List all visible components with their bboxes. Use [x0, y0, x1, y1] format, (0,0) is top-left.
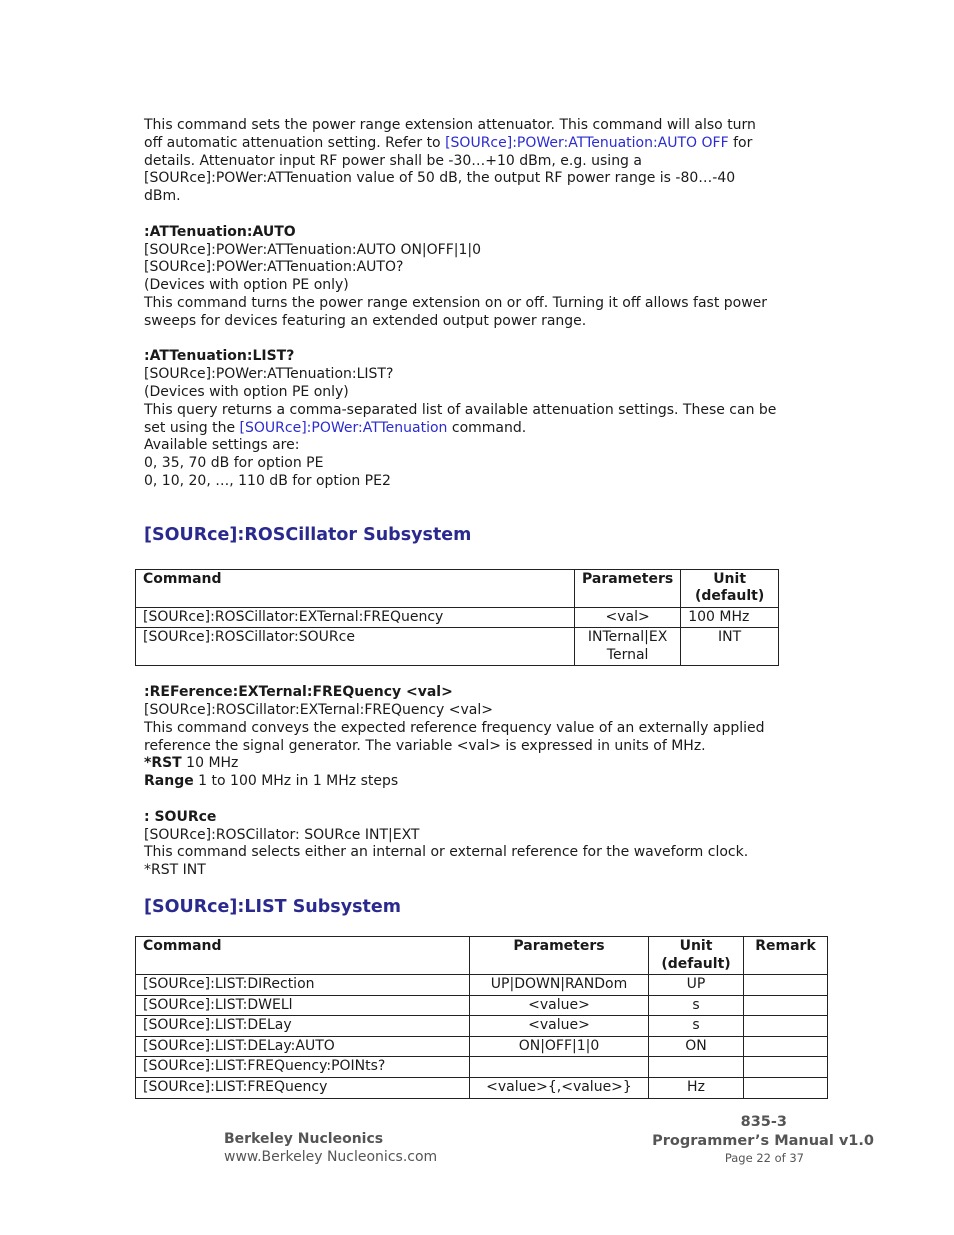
header-command: Command [136, 569, 575, 607]
roscillator-command-table [135, 569, 779, 667]
attenuation-auto-off-link[interactable]: [SOURce]:POWer:ATTenuation:AUTO OFF [445, 134, 729, 151]
parameters-cell: <value> [470, 1016, 649, 1037]
spacer [144, 666, 824, 684]
command-cell: [SOURce]:LIST:DELay [136, 1016, 470, 1037]
spacer [144, 491, 824, 524]
table-row [136, 628, 779, 666]
option-note: (Devices with option PE only) [144, 277, 349, 294]
spacer [144, 546, 824, 569]
syntax-line: [SOURce]:POWer:ATTenuation:AUTO? [144, 259, 404, 276]
roscillator-subsystem-heading: [SOURce]:ROSCillator Subsystem [144, 524, 472, 545]
unit-cell: INT [681, 628, 779, 666]
header-unit-label: Unit [679, 938, 713, 954]
settings-line: 0, 35, 70 dB for option PE [144, 455, 324, 472]
footer-manual-title: Programmer’s Manual v1.0 [652, 1133, 874, 1149]
header-remark: Remark [744, 937, 828, 975]
syntax-line: [SOURce]:ROSCillator: SOURce INT|EXT [144, 826, 420, 843]
description-line: This command selects either an internal or external reference for the waveform clock. [144, 844, 749, 861]
unit-cell: s [649, 1016, 744, 1037]
remark-cell [744, 1078, 828, 1099]
rst-value: 10 MHz [181, 755, 239, 772]
syntax-line: [SOURce]:ROSCillator:EXTernal:FREQuency <val> [144, 702, 493, 719]
intro-line: This command sets the power range extension attenuator. This command will also turn [144, 117, 756, 133]
table-row [136, 975, 828, 996]
table-header-row [136, 937, 828, 975]
description-line: sweeps for devices featuring an extended output power range. [144, 312, 587, 329]
parameters-cell: <value>{,<value>} [470, 1078, 649, 1099]
unit-cell: s [649, 995, 744, 1016]
table-header-row [136, 569, 779, 607]
header-unit-default: (default) [661, 955, 731, 972]
remark-cell [744, 975, 828, 996]
command-cell: [SOURce]:ROSCillator:EXTernal:FREQuency [136, 607, 575, 628]
parameters-cell [575, 628, 681, 666]
intro-line [144, 135, 824, 153]
spacer [144, 880, 824, 896]
attenuation-command-link[interactable]: [SOURce]:POWer:ATTenuation [239, 419, 448, 436]
header-parameters: Parameters [470, 937, 649, 975]
header-unit-default: (default) [694, 588, 765, 605]
spacer [144, 331, 824, 349]
remark-cell [744, 1057, 828, 1078]
remark-cell [744, 1036, 828, 1057]
parameters-cell: <value> [470, 995, 649, 1016]
intro-text: off automatic attenuation setting. Refer to [144, 134, 446, 151]
attenuation-list-heading: :ATTenuation:LIST? [144, 348, 295, 365]
table-row [136, 1078, 828, 1099]
footer-company-block [224, 1130, 437, 1166]
table-row [136, 607, 779, 628]
unit-cell: Hz [649, 1078, 744, 1099]
syntax-line: [SOURce]:POWer:ATTenuation:LIST? [144, 366, 394, 383]
parameters-cell: <val> [575, 607, 681, 628]
footer-page-number: Page 22 of 37 [724, 1151, 804, 1165]
list-subsystem-heading: [SOURce]:LIST Subsystem [144, 897, 401, 917]
range-value: 1 to 100 MHz in 1 MHz steps [193, 773, 399, 790]
parameters-cell [470, 1057, 649, 1078]
header-parameters: Parameters [575, 569, 681, 607]
syntax-line: [SOURce]:POWer:ATTenuation:AUTO ON|OFF|1|0 [144, 241, 482, 258]
description-line: reference the signal generator. The variable <val> is expressed in units of MHz. [144, 737, 706, 754]
description-line: This query returns a comma-separated list of available attenuation settings. These can be [144, 401, 777, 418]
table-row [136, 1036, 828, 1057]
description-line: Available settings are: [144, 437, 300, 454]
footer-manual-block [652, 1113, 874, 1165]
intro-text: for [728, 134, 753, 151]
rst-label: *RST [144, 755, 182, 772]
table-row [136, 1057, 828, 1078]
remark-cell [744, 995, 828, 1016]
command-cell: [SOURce]:LIST:DIRection [136, 975, 470, 996]
command-cell: [SOURce]:LIST:FREQuency:POINts? [136, 1057, 470, 1078]
option-note: (Devices with option PE only) [144, 383, 349, 400]
spacer [144, 918, 824, 936]
command-cell: [SOURce]:LIST:DELay:AUTO [136, 1036, 470, 1057]
intro-line: [SOURce]:POWer:ATTenuation value of 50 dB, the output RF power range is -80…-40 [144, 170, 736, 187]
footer-company: Berkeley Nucleonics [224, 1131, 384, 1147]
unit-cell: 100 MHz [681, 607, 779, 628]
command-cell: [SOURce]:ROSCillator:SOURce [136, 628, 575, 666]
description-line: This command turns the power range extension on or off. Turning it off allows fast power [144, 294, 768, 311]
list-command-table [135, 936, 828, 1099]
header-command: Command [136, 937, 470, 975]
unit-cell [649, 1057, 744, 1078]
parameters-text: INTernal|EX [587, 629, 668, 646]
description-text: set using the [144, 419, 240, 436]
command-cell: [SOURce]:LIST:DWELl [136, 995, 470, 1016]
header-unit [681, 569, 779, 607]
unit-cell: UP [649, 975, 744, 996]
range-label: Range [144, 773, 194, 790]
intro-line: dBm. [144, 188, 181, 205]
footer-model: 835-3 [740, 1114, 787, 1130]
unit-cell: ON [649, 1036, 744, 1057]
remark-cell [744, 1016, 828, 1037]
description-line: This command conveys the expected reference frequency value of an externally applied [144, 719, 765, 736]
reference-external-frequency-heading: :REFerence:EXTernal:FREQuency <val> [144, 684, 453, 701]
spacer [144, 206, 824, 224]
rst-line [144, 755, 824, 773]
table-row [136, 1016, 828, 1037]
range-line [144, 773, 824, 791]
table-row [136, 995, 828, 1016]
description-text: command. [447, 419, 527, 436]
parameters-cell: ON|OFF|1|0 [470, 1036, 649, 1057]
intro-line: details. Attenuator input RF power shall be -30…+10 dBm, e.g. using a [144, 152, 642, 169]
spacer [144, 791, 824, 809]
attenuation-auto-heading: :ATTenuation:AUTO [144, 223, 296, 240]
settings-line: 0, 10, 20, …, 110 dB for option PE2 [144, 472, 391, 489]
rst-line: *RST INT [144, 862, 206, 879]
description-line [144, 420, 824, 438]
page-content [144, 117, 824, 1099]
footer-url: www.Berkeley Nucleonics.com [224, 1149, 438, 1165]
command-cell: [SOURce]:LIST:FREQuency [136, 1078, 470, 1099]
source-heading: : SOURce [144, 808, 217, 825]
header-unit [649, 937, 744, 975]
parameters-text: Ternal [606, 646, 649, 663]
parameters-cell: UP|DOWN|RANDom [470, 975, 649, 996]
header-unit-label: Unit [713, 570, 747, 587]
